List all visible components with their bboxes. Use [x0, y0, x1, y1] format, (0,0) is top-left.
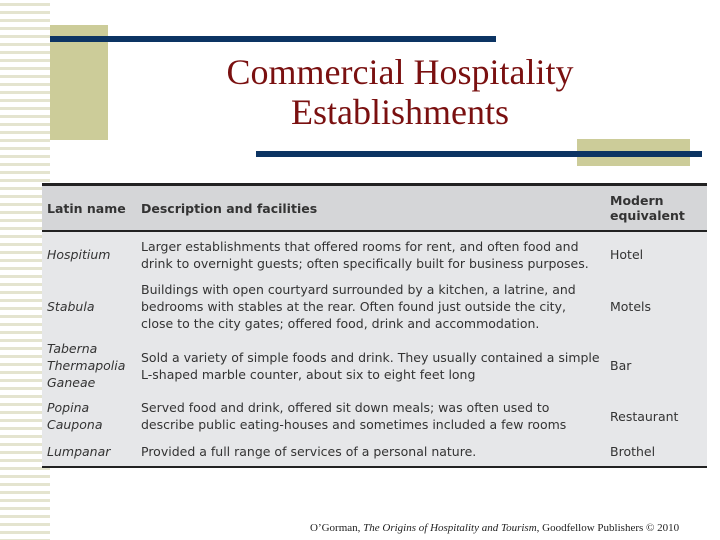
decorative-block — [50, 25, 108, 140]
table-row — [42, 395, 707, 437]
description: Sold a variety of simple foods and drink. They usually contained a simple L-shaped marble counter, about six to eight feet long — [141, 349, 600, 382]
modern-equivalent: Brothel — [610, 444, 656, 459]
latin-name: Hospitium — [47, 247, 111, 262]
table-row — [42, 336, 707, 395]
citation — [310, 522, 679, 534]
header-modern: Modern equivalent — [605, 185, 707, 232]
citation-book: The Origins of Hospitality and Tourism — [363, 522, 537, 534]
title-line-2: Establishments — [291, 92, 509, 132]
header-description: Description and facilities — [136, 185, 605, 232]
modern-equivalent: Bar — [610, 358, 632, 373]
citation-author: O’Gorman, — [310, 522, 364, 534]
description: Buildings with open courtyard surrounded by a kitchen, a latrine, and bedrooms with stables at the rear. Often found just outside the city, close to the city gates; offered food, drink and accommodation. — [141, 282, 576, 331]
establishments-table — [42, 183, 707, 468]
modern-equivalent: Hotel — [610, 247, 644, 262]
title-rule-top — [50, 36, 496, 42]
modern-equivalent: Motels — [610, 299, 652, 314]
table-row — [42, 437, 707, 467]
table-row — [42, 277, 707, 336]
latin-name: Popina Caupona — [47, 400, 103, 432]
description: Served food and drink, offered sit down meals; was often used to describe public eating-houses and sometimes included a few rooms — [141, 400, 567, 432]
modern-equivalent: Restaurant — [610, 408, 679, 424]
slide-title — [170, 52, 630, 132]
latin-name: Lumpanar — [47, 444, 111, 459]
description: Provided a full range of services of a personal nature. — [141, 444, 477, 459]
latin-name: Stabula — [47, 299, 95, 314]
table-row — [42, 231, 707, 277]
description: Larger establishments that offered rooms for rent, and often food and drink to overnight guests; often specifically built for business purposes. — [141, 238, 589, 271]
citation-publisher: , Goodfellow Publishers © 2010 — [536, 522, 680, 534]
title-rule-bottom — [256, 151, 702, 157]
title-line-1: Commercial Hospitality — [226, 52, 574, 92]
header-latin: Latin name — [42, 185, 136, 232]
latin-name: Taberna Thermapolia Ganeae — [47, 341, 126, 390]
